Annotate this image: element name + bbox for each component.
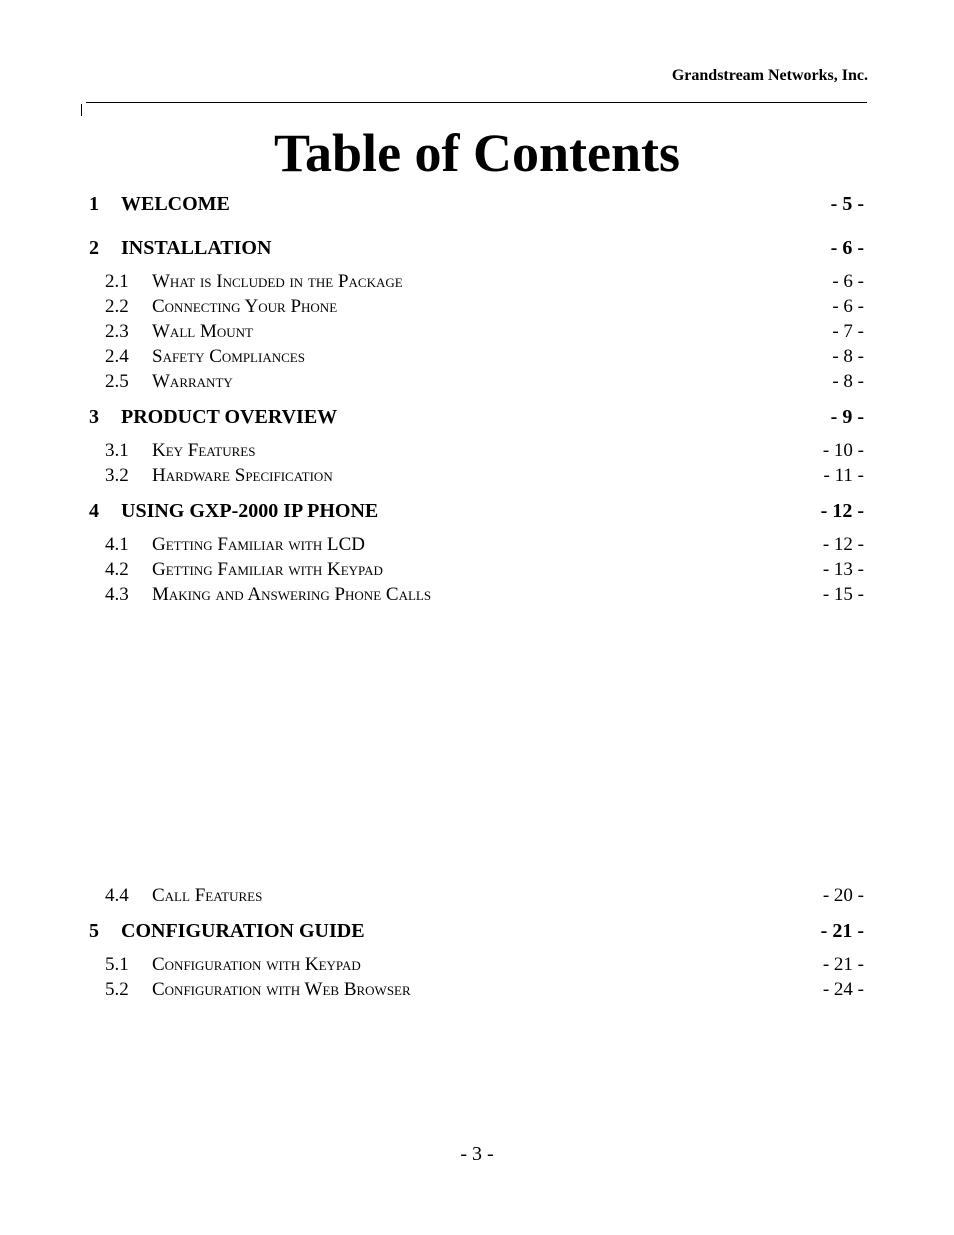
toc-entry-number: 3.2 bbox=[105, 465, 129, 486]
toc-entry[interactable] bbox=[89, 193, 864, 219]
toc-entry[interactable] bbox=[89, 237, 864, 263]
toc-entry-number: 5.1 bbox=[105, 954, 129, 975]
toc-entry-page: - 24 - bbox=[822, 979, 864, 1000]
toc-entry[interactable] bbox=[89, 500, 864, 526]
toc-entry-number: 2.2 bbox=[105, 296, 129, 317]
toc-entry-page: - 6 - bbox=[832, 271, 864, 292]
toc-entry-number: 3 bbox=[89, 406, 99, 428]
toc-entry-label: Safety Compliances bbox=[152, 346, 305, 367]
toc-entry[interactable] bbox=[89, 979, 864, 1005]
toc-entry[interactable] bbox=[89, 271, 864, 297]
toc-entry[interactable] bbox=[89, 920, 864, 946]
toc-entry-label: Getting Familiar with Keypad bbox=[152, 559, 383, 580]
toc-entry[interactable] bbox=[89, 559, 864, 585]
toc-entry[interactable] bbox=[89, 346, 864, 372]
toc-entry-page: - 8 - bbox=[832, 371, 864, 392]
toc-entry-number: 4.1 bbox=[105, 534, 129, 555]
toc-entry-number: 5.2 bbox=[105, 979, 129, 1000]
toc-entry-label: Warranty bbox=[152, 371, 233, 392]
toc-entry[interactable] bbox=[89, 296, 864, 322]
toc-entry-page: - 20 - bbox=[822, 885, 864, 906]
toc-entry-page: - 5 - bbox=[830, 193, 864, 215]
toc-entry-page: - 12 - bbox=[820, 500, 864, 522]
toc-entry-label: Getting Familiar with LCD bbox=[152, 534, 365, 555]
toc-entry[interactable] bbox=[89, 406, 864, 432]
toc-entry-page: - 12 - bbox=[822, 534, 864, 555]
toc-entry-page: - 6 - bbox=[830, 237, 864, 259]
toc-entry-label: Configuration with Keypad bbox=[152, 954, 361, 975]
header-company-name: Grandstream Networks, Inc. bbox=[671, 67, 868, 84]
toc-entry-number: 4 bbox=[89, 500, 99, 522]
toc-entry-label: Hardware Specification bbox=[152, 465, 333, 486]
toc-entry-number: 3.1 bbox=[105, 440, 129, 461]
footer-page-number: - 3 - bbox=[460, 1143, 494, 1165]
toc-entry-number: 2.4 bbox=[105, 346, 129, 367]
toc-entry[interactable] bbox=[89, 885, 864, 911]
toc-entry-number: 2.3 bbox=[105, 321, 129, 342]
header-rule-tick bbox=[81, 104, 82, 116]
toc-entry-label: WELCOME bbox=[121, 193, 230, 215]
toc-entry[interactable] bbox=[89, 584, 864, 610]
toc-entry-page: - 15 - bbox=[822, 584, 864, 605]
toc-entry-label: What is Included in the Package bbox=[152, 271, 403, 292]
toc-entry-number: 4.4 bbox=[105, 885, 129, 906]
toc-entry-page: - 7 - bbox=[832, 321, 864, 342]
toc-entry-page: - 10 - bbox=[822, 440, 864, 461]
toc-entry-page: - 21 - bbox=[820, 920, 864, 942]
page-title: Table of Contents bbox=[273, 123, 681, 183]
toc-entry-label: USING GXP-2000 IP PHONE bbox=[121, 500, 379, 522]
toc-entry-number: 2.1 bbox=[105, 271, 129, 292]
toc-entry-number: 4.3 bbox=[105, 584, 129, 605]
toc-entry-number: 2 bbox=[89, 237, 99, 259]
header-rule bbox=[86, 102, 867, 103]
toc-entry-page: - 13 - bbox=[822, 559, 864, 580]
toc-entry-page: - 21 - bbox=[822, 954, 864, 975]
toc-entry[interactable] bbox=[89, 321, 864, 347]
toc-entry-page: - 8 - bbox=[832, 346, 864, 367]
toc-entry-label: PRODUCT OVERVIEW bbox=[121, 406, 338, 428]
toc-entry[interactable] bbox=[89, 465, 864, 491]
toc-entry-label: Making and Answering Phone Calls bbox=[152, 584, 432, 605]
toc-entry[interactable] bbox=[89, 440, 864, 466]
toc-entry-number: 5 bbox=[89, 920, 99, 942]
toc-entry-label: Wall Mount bbox=[152, 321, 253, 342]
toc-entry-label: Connecting Your Phone bbox=[152, 296, 338, 317]
toc-entry-label: Configuration with Web Browser bbox=[152, 979, 411, 1000]
toc-entry-number: 4.2 bbox=[105, 559, 129, 580]
toc-entry[interactable] bbox=[89, 534, 864, 560]
toc-entry-label: CONFIGURATION GUIDE bbox=[121, 920, 365, 942]
toc-entry-label: Key Features bbox=[152, 440, 256, 461]
toc-entry-label: Call Features bbox=[152, 885, 263, 906]
toc-entry-label: INSTALLATION bbox=[121, 237, 272, 259]
toc-entry-page: - 9 - bbox=[830, 406, 864, 428]
toc-entry-page: - 11 - bbox=[823, 465, 864, 486]
toc-entry[interactable] bbox=[89, 371, 864, 397]
toc-entry[interactable] bbox=[89, 954, 864, 980]
toc-entry-number: 2.5 bbox=[105, 371, 129, 392]
toc-entry-page: - 6 - bbox=[832, 296, 864, 317]
toc-entry-number: 1 bbox=[89, 193, 99, 215]
